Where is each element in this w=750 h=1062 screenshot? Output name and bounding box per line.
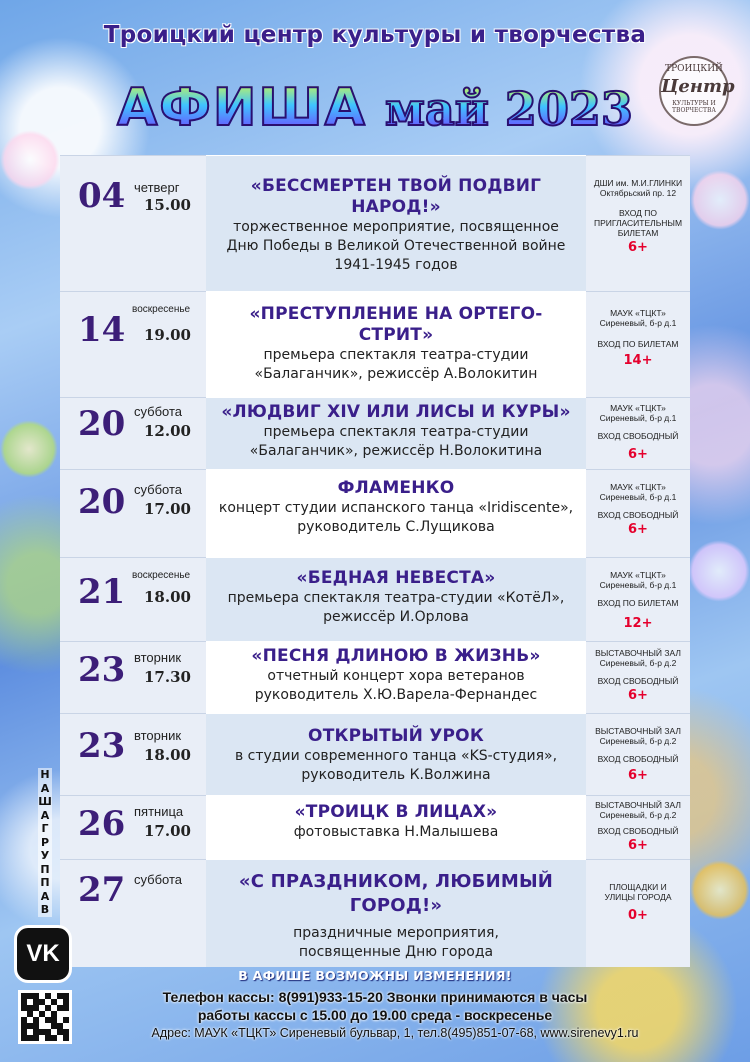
event-entry: ВХОД ПО ПРИГЛАСИТЕЛЬНЫМ БИЛЕТАМ [593,208,683,238]
event-entry: ВХОД СВОБОДНЫЙ [597,510,679,520]
event-venue: МАУК «ТЦКТ» Сиреневый, б-р д.1 [599,570,677,590]
event-age: 0+ [628,908,648,923]
event-title: «БЕССМЕРТЕН ТВОЙ ПОДВИГ НАРОД!» [250,176,542,217]
event-age: 12+ [623,616,653,631]
event-age: 6+ [628,688,648,703]
event-date [60,469,206,557]
event-info [206,713,586,795]
afisha-title: АФИША [117,78,367,138]
event-place [586,795,690,859]
logo [659,56,735,126]
event-place [586,155,690,291]
event-place [586,557,690,641]
event-day: 23 [78,726,126,766]
event-place [586,641,690,713]
event-title: «ПЕСНЯ ДЛИНОЮ В ЖИЗНЬ» [251,646,541,666]
event-weekday: вторник [134,650,182,665]
event-description: премьера спектакля театра-студии «Балаганчик», режиссёр Н.Волокитина [249,424,543,459]
event-time: 18.00 [144,588,191,606]
event-row [60,291,690,397]
event-row [60,713,690,795]
event-venue: МАУК «ТЦКТ» Сиреневый, б-р д.1 [599,403,677,423]
event-date [60,397,206,469]
event-weekday: суббота [134,872,183,887]
event-day: 23 [78,650,126,690]
event-title: «БЕДНАЯ НЕВЕСТА» [296,568,496,588]
social-group-label [38,768,52,917]
event-day: 27 [78,870,126,910]
org-name: Троицкий центр культуры и творчества [103,22,647,48]
event-place [586,397,690,469]
page-title [0,78,750,139]
event-weekday: пятница [134,804,184,819]
event-time: 15.00 [144,196,191,214]
event-time: 17.00 [144,822,191,840]
event-entry: ВХОД ПО БИЛЕТАМ [597,598,679,608]
event-title: ФЛАМЕНКО [337,478,455,498]
event-description: праздничные мероприятия, посвященные Дню города [293,925,499,960]
event-place [586,469,690,557]
event-row [60,557,690,641]
decor-flower [0,130,60,190]
event-row [60,859,690,967]
event-day: 20 [78,482,126,522]
event-title: «ПРЕСТУПЛЕНИЕ НА ОРТЕГО-СТРИТ» [249,304,543,345]
footer [0,968,750,1040]
event-day: 21 [78,572,126,612]
event-info [206,859,586,967]
event-date [60,291,206,397]
event-description: отчетный концерт хора ветеранов руководитель Х.Ю.Варела-Фернандес [254,668,538,703]
event-title: «ЛЮДВИГ XIV ИЛИ ЛИСЫ И КУРЫ» [221,402,571,422]
event-row [60,469,690,557]
decor-flower [690,170,750,230]
event-date [60,641,206,713]
box-office-hours: работы кассы с 15.00 до 19.00 среда - воскресенье [197,1007,553,1023]
event-place [586,859,690,967]
event-description: премьера спектакля театра-студии «КотёЛ», режиссёр И.Орлова [227,590,565,625]
event-time: 12.00 [144,422,191,440]
event-info [206,155,586,291]
events-table [60,155,690,967]
event-info [206,291,586,397]
event-venue: МАУК «ТЦКТ» Сиреневый, б-р д.1 [599,482,677,502]
vk-icon-label: VK [26,940,60,967]
event-age: 14+ [623,353,653,368]
event-day: 20 [78,404,126,444]
logo-middle: Центр [661,76,735,97]
event-info [206,469,586,557]
event-venue: ДШИ им. М.И.ГЛИНКИ Октябрьский пр. 12 [593,178,683,198]
event-age: 6+ [628,522,648,537]
event-date [60,795,206,859]
event-age: 6+ [628,240,648,255]
event-title: ОТКРЫТЫЙ УРОК [308,726,484,746]
event-weekday: суббота [134,404,183,419]
event-time: 17.30 [144,668,191,686]
event-entry: ВХОД СВОБОДНЫЙ [597,754,679,764]
event-weekday: вторник [134,728,182,743]
event-place [586,291,690,397]
event-info [206,795,586,859]
event-entry: ВХОД СВОБОДНЫЙ [597,676,679,686]
social-group-text: НАША ГРУППА В [38,768,52,916]
decor-flower [690,860,750,920]
changes-warning: В АФИШЕ ВОЗМОЖНЫ ИЗМЕНЕНИЯ! [238,968,512,983]
event-description: в студии современного танца «KS-студия», руководитель К.Волжина [234,748,558,783]
event-time: 17.00 [144,500,191,518]
event-venue: МАУК «ТЦКТ» Сиреневый, б-р д.1 [599,308,677,328]
decor-flower [688,540,750,602]
event-date [60,557,206,641]
event-description: концерт студии испанского танца «Iridiscente», руководитель С.Лущикова [218,500,574,535]
event-venue: ВЫСТАВОЧНЫЙ ЗАЛ Сиреневый, б-р д.2 [595,800,681,820]
event-day: 26 [78,804,126,844]
event-row [60,397,690,469]
month-year: май 2023 [385,82,633,136]
event-age: 6+ [628,768,648,783]
event-weekday: суббота [134,482,183,497]
event-date [60,859,206,967]
event-venue: ВЫСТАВОЧНЫЙ ЗАЛ Сиреневый, б-р д.2 [595,726,681,746]
event-row [60,155,690,291]
event-venue: ВЫСТАВОЧНЫЙ ЗАЛ Сиреневый, б-р д.2 [595,648,681,668]
event-weekday: четверг [134,180,180,195]
event-time: 19.00 [144,326,191,344]
event-description: фотовыставка Н.Малышева [293,824,499,840]
event-day: 14 [78,310,126,350]
event-title: «ТРОИЦК В ЛИЦАХ» [294,802,498,822]
event-row [60,795,690,859]
event-date [60,155,206,291]
decor-flower [0,420,58,478]
event-description: премьера спектакля театра-студии «Балаганчик», режиссёр А.Волокитин [254,347,538,382]
event-day: 04 [78,176,126,216]
event-age: 6+ [628,838,648,853]
event-info [206,557,586,641]
event-venue: ПЛОЩАДКИ И УЛИЦЫ ГОРОДА [604,882,672,902]
event-entry: ВХОД СВОБОДНЫЙ [597,826,679,836]
event-title: «С ПРАЗДНИКОМ, ЛЮБИМЫЙ ГОРОД!» [238,871,554,916]
event-entry: ВХОД СВОБОДНЫЙ [597,431,679,441]
event-weekday: воскресенье [132,304,191,315]
event-weekday: воскресенье [132,570,191,581]
logo-bottom: КУЛЬТУРЫ И ТВОРЧЕСТВА [672,100,716,114]
event-description: торжественное мероприятие, посвященное Дню Победы в Великой Отечественной войне 1941-1945 годов [226,219,566,273]
event-date [60,713,206,795]
event-info [206,397,586,469]
event-row [60,641,690,713]
logo-top: ТРОИЦКИЙ [665,64,723,74]
address-line: Адрес: МАУК «ТЦКТ» Сиреневый бульвар, 1, тел.8(495)851-07-68, www.sirenevy1.ru [151,1026,639,1040]
box-office-phone: Телефон кассы: 8(991)933-15-20 Звонки принимаются в часы [162,989,588,1005]
event-info [206,641,586,713]
event-entry: ВХОД ПО БИЛЕТАМ [597,339,679,349]
event-place [586,713,690,795]
event-age: 6+ [628,447,648,462]
event-time: 18.00 [144,746,191,764]
